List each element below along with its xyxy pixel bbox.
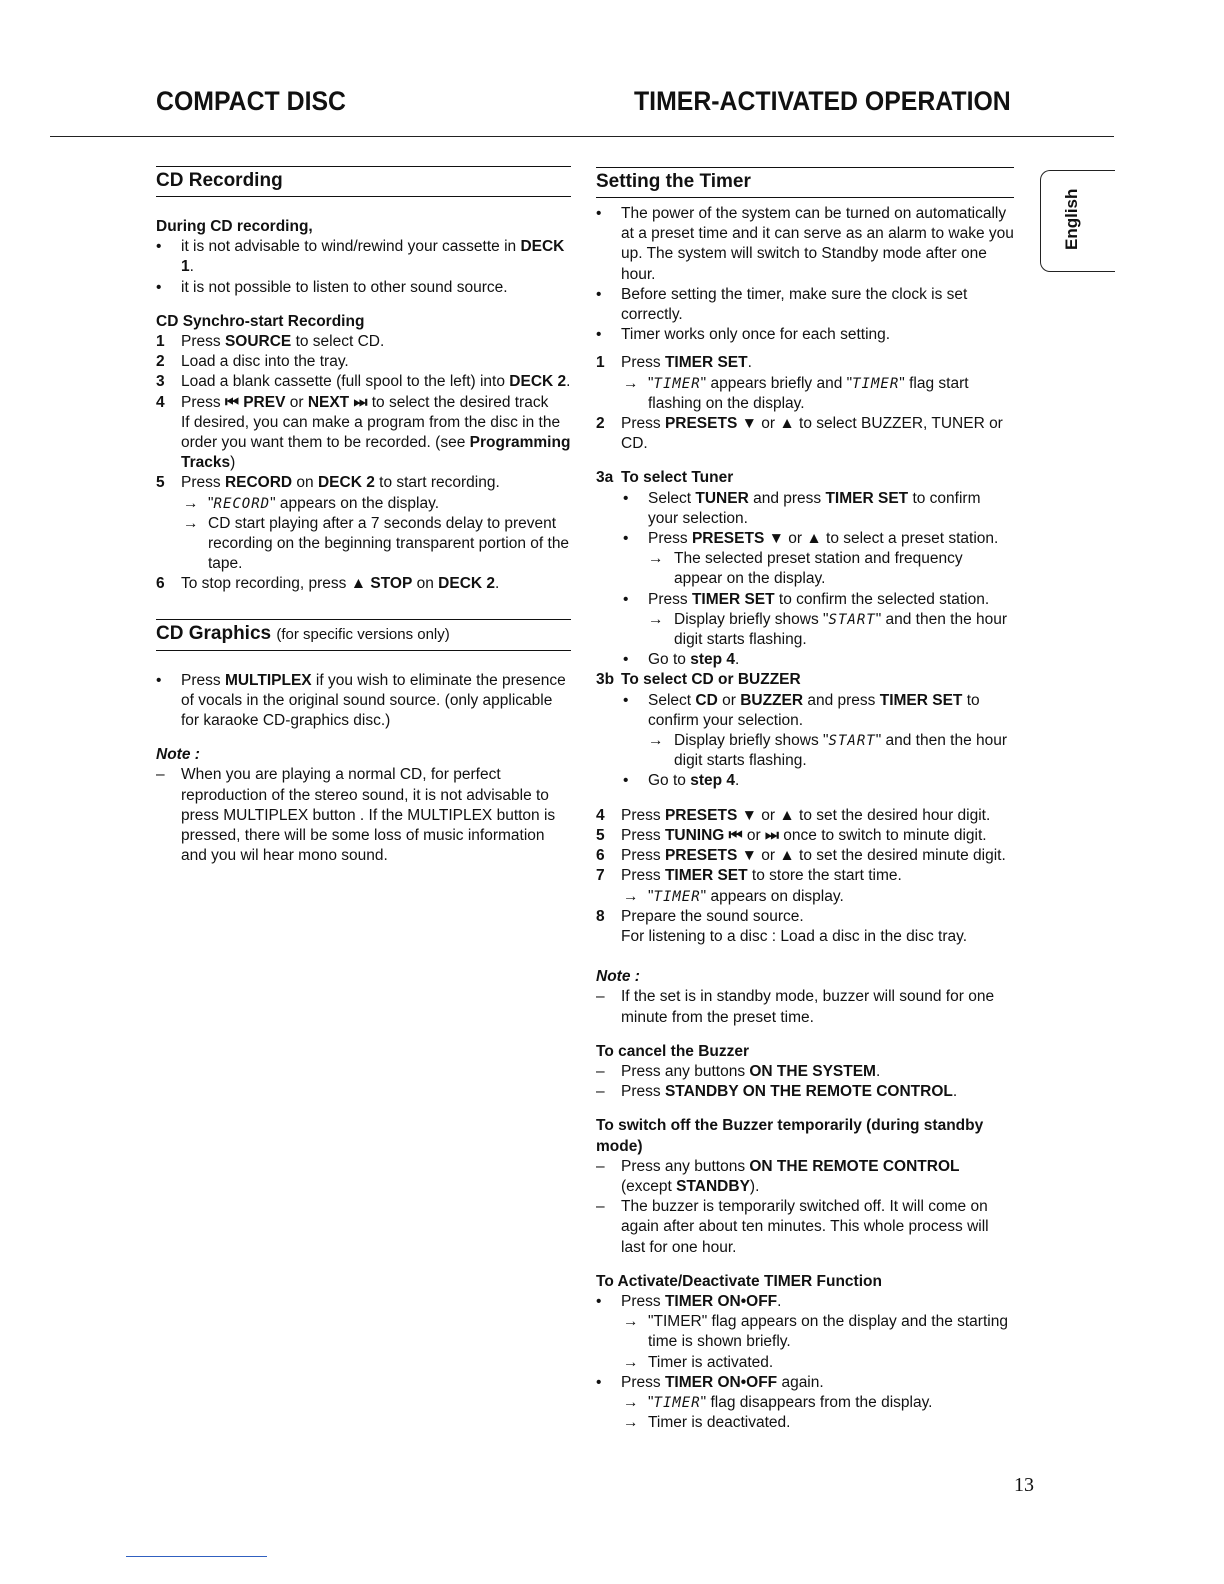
list-item: • Press TIMER ON•OFF again. [596, 1373, 824, 1391]
left-column [156, 166, 571, 866]
result-item: → "TIMER" flag appears on the display and the starting time is shown briefly. [623, 1313, 1008, 1351]
result-item: → The selected preset station and frequency appear on the display. [648, 550, 963, 588]
list-item: – Press any buttons ON THE REMOTE CONTROL (except STANDBY). [596, 1157, 960, 1195]
result-item: → "TIMER" appears briefly and "TIMER" flag start flashing on the display. [623, 374, 969, 412]
during-title: During CD recording, [156, 218, 313, 235]
result-item: → CD start playing after a 7 seconds delay to prevent recording on the beginning transparent portion of the tape. [183, 514, 570, 573]
step-item: 4 Press PRESETS ▼ or ▲ to set the desired hour digit. [596, 806, 991, 824]
step-item: 1 Press TIMER SET. [596, 354, 752, 372]
list-item: • it is not advisable to wind/rewind your cassette in DECK 1. [156, 238, 565, 276]
list-item: – Press any buttons ON THE SYSTEM. [596, 1062, 881, 1080]
result-item: → "RECORD" appears on the display. [183, 494, 440, 512]
note-item: – When you are playing a normal CD, for perfect reproduction of the stereo sound, it is not advisable to press MULTIPLEX button . If the MULTIPLEX button is pressed, there will be some loss of music information and you wil hear mono sound. [156, 766, 556, 865]
step-item: 3a To select Tuner [596, 469, 734, 487]
step-item: 2 Load a disc into the tray. [156, 353, 349, 371]
list-item: • Before setting the timer, make sure the clock is set correctly. [596, 285, 968, 324]
list-item: • it is not possible to listen to other sound source. [156, 278, 508, 296]
note-item: – If the set is in standby mode, buzzer will sound for one minute from the preset time. [596, 988, 995, 1026]
header-left: COMPACT DISC [156, 86, 346, 116]
list-item: • Select TUNER and press TIMER SET to confirm your selection. [623, 489, 981, 527]
result-item: → "TIMER" flag disappears from the display. [623, 1393, 933, 1411]
list-item: • Timer works only once for each setting. [596, 326, 891, 344]
result-item: → Display briefly shows "START" and then the hour digit starts flashing. [648, 610, 1008, 649]
header-rule [50, 136, 1114, 137]
list-item: • Press MULTIPLEX if you wish to eliminate the presence of vocals in the original sound source. (only applicable for karaoke CD-graphics disc.) [156, 671, 566, 730]
list-item: • Go to step 4. [623, 772, 740, 790]
note-label: Note : [156, 746, 200, 764]
result-item: → Timer is deactivated. [623, 1414, 791, 1432]
note-label: Note : [596, 968, 640, 986]
language-tab-label: English [1062, 188, 1081, 250]
list-item: • Go to step 4. [623, 651, 740, 669]
step-item: 2 Press PRESETS ▼ or ▲ to select BUZZER, TUNER or CD. [596, 415, 1003, 453]
result-item: → Timer is activated. [623, 1353, 774, 1371]
page-number: 13 [1014, 1474, 1034, 1496]
step-item: 1 Press SOURCE to select CD. [156, 333, 385, 351]
result-item: → Display briefly shows "START" and then the hour digit starts flashing. [648, 732, 1008, 770]
step-item: 3 Load a blank cassette (full spool to the left) into DECK 2. [156, 373, 571, 391]
activate-title: To Activate/Deactivate TIMER Function [596, 1272, 882, 1290]
list-item: • Press PRESETS ▼ or ▲ to select a preset station. [623, 530, 999, 548]
cd-recording-title: CD Recording [156, 166, 571, 197]
right-column [596, 167, 1014, 1433]
list-item: – The buzzer is temporarily switched off. It will come on again after about ten minutes. This whole process will last for one hour. [596, 1198, 989, 1256]
cancel-title: To cancel the Buzzer [596, 1042, 750, 1060]
step-item: 6 To stop recording, press ▲ STOP on DECK 2. [156, 575, 500, 593]
bottom-line [126, 1556, 267, 1557]
result-item: → "TIMER" appears on display. [623, 887, 844, 905]
step-item: 5 Press RECORD on DECK 2 to start recording. [156, 474, 500, 492]
list-item: – Press STANDBY ON THE REMOTE CONTROL. [596, 1083, 958, 1101]
step-detail: For listening to a disc : Load a disc in the disc tray. [621, 927, 968, 945]
list-item: • Press TIMER SET to confirm the selected station. [623, 590, 990, 608]
step-item: 6 Press PRESETS ▼ or ▲ to set the desired minute digit. [596, 847, 1006, 865]
list-item: • The power of the system can be turned on automatically at a preset time and it can serve as an alarm to wake you up. The system will switch to Standby mode after one hour. [596, 205, 1014, 283]
setting-timer-title: Setting the Timer [596, 167, 1014, 198]
header-right: TIMER-ACTIVATED OPERATION [634, 86, 1011, 116]
list-item: • Select CD or BUZZER and press TIMER SET to confirm your selection. [623, 691, 980, 729]
step-item: 4 Press ⏮ PREV or NEXT ⏭ to select the desired track [156, 393, 549, 411]
switch-title: To switch off the Buzzer temporarily (during standby mode) [596, 1117, 984, 1155]
step-detail: If desired, you can make a program from the disc in the order you want them to be recorded. (see Programming Tracks) [181, 413, 571, 472]
list-item: • Press TIMER ON•OFF. [596, 1292, 782, 1310]
step-item: 5 Press TUNING ⏮ or ⏭ once to switch to minute digit. [596, 826, 987, 844]
step-item: 7 Press TIMER SET to store the start time. [596, 867, 902, 885]
synchro-title: CD Synchro-start Recording [156, 312, 365, 330]
step-item: 8 Prepare the sound source. [596, 907, 804, 925]
step-item: 3b To select CD or BUZZER [596, 671, 801, 689]
cd-graphics-title: CD Graphics (for specific versions only) [156, 619, 571, 651]
